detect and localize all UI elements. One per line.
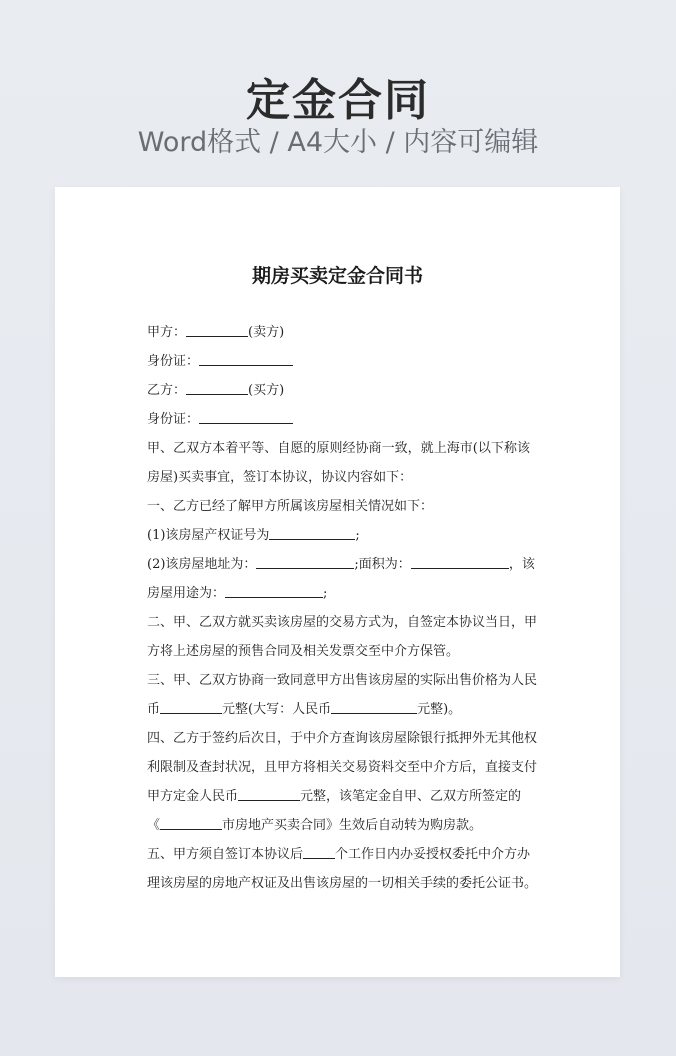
address-label: (2)该房屋地址为： [147,557,257,572]
price-uppercase-blank[interactable] [331,699,417,714]
hero-title: 定金合同 [246,75,430,126]
usage-end: ; [323,586,328,601]
document-body [147,318,538,898]
section-5-line-2: 理该房屋的房地产权证及出售该房屋的一切相关手续的委托公证书。 [147,876,538,891]
party-b-role: (买方) [248,383,285,398]
document-title: 期房买卖定金合同书 [251,265,423,287]
party-b-id-line [147,405,530,434]
price-end: 元整)。 [417,702,462,717]
party-a-role: (卖方) [248,325,285,340]
party-b-id-blank[interactable] [199,409,293,424]
party-b-id-label: 身份证： [147,412,200,427]
document-page [55,187,620,977]
area-blank[interactable] [411,554,509,569]
section-2-line-2: 方将上述房屋的预售合同及相关发票交至中介方保管。 [147,644,460,659]
party-a-id-line [147,347,530,376]
intro-line-1: 甲、乙双方本着平等、自愿的原则经协商一致，就上海市(以下称该 [147,441,530,456]
section-1-heading: 一、乙方已经了解甲方所属该房屋相关情况如下： [147,499,434,514]
usage-blank[interactable] [225,583,323,598]
deposit-label: 甲方定金人民币 [147,789,239,804]
days-blank[interactable] [303,844,335,859]
section-5-line-1 [147,840,530,869]
cert-number-blank[interactable] [269,525,355,540]
price-uppercase-label: 元整(大写：人民币 [222,702,332,717]
party-b-blank[interactable] [186,380,248,395]
days-text: 个工作日内办妥授权委托中介方办 [335,847,531,862]
party-b-label: 乙方： [147,383,187,398]
section-2-line-1: 二、甲、乙双方就买卖该房屋的交易方式为，自签定本协议当日，甲 [147,615,538,630]
deposit-text: 元整，该笔定金自甲、乙双方所签定的 [300,789,522,804]
section-1-item-2 [147,550,535,579]
section-3-line-1: 三、甲、乙双方协商一致同意甲方出售该房屋的实际出售价格为人民 [147,673,538,688]
price-currency: 币 [147,702,161,717]
section-4-line-4 [147,811,530,840]
city-blank[interactable] [160,815,222,830]
party-a-id-label: 身份证： [147,354,200,369]
hero-subtitle: Word格式 / A4大小 / 内容可编辑 [137,127,539,158]
party-a-id-blank[interactable] [199,351,293,366]
contract-text: 市房地产买卖合同》生效后自动转为购房款。 [222,818,483,833]
section-1-item-3 [147,579,530,608]
deposit-blank[interactable] [238,786,300,801]
party-a-label: 甲方： [147,325,187,340]
section-4-line-2: 利限制及查封状况，且甲方将相关交易资料交至中介方后，直接支付 [147,760,538,775]
price-blank[interactable] [160,699,222,714]
party-b-line [147,376,530,405]
party-a-blank[interactable] [186,322,248,337]
days-label: 五、甲方须自签订本协议后 [147,847,304,862]
item-2-end: ，该 [508,557,535,572]
section-4-line-1: 四、乙方于签约后次日，于中介方查询该房屋除银行抵押外无其他权 [147,731,538,746]
section-4-line-3 [147,782,530,811]
cert-end: ; [355,528,360,543]
cert-label: (1)该房屋产权证号为 [147,528,270,543]
address-blank[interactable] [256,554,354,569]
usage-label: 房屋用途为： [147,586,226,601]
section-1-item-1 [147,521,530,550]
contract-open-quote: 《 [147,818,161,833]
intro-line-2: 房屋)买卖事宜，签订本协议，协议内容如下： [147,470,413,485]
section-3-line-2 [147,695,530,724]
party-a-line [147,318,530,347]
area-label: ;面积为： [354,557,411,572]
